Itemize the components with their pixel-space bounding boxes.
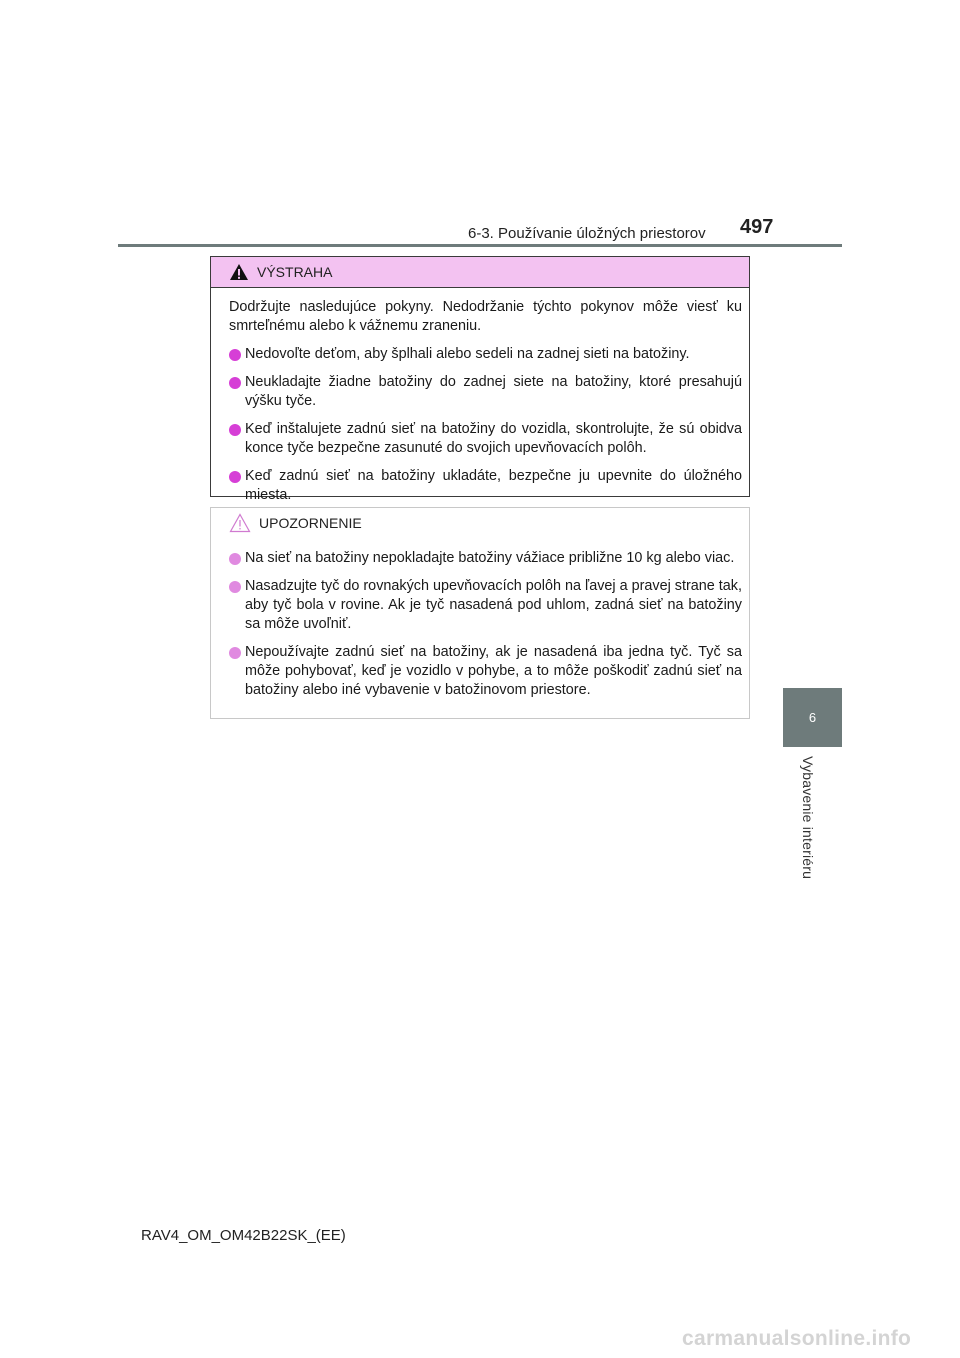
warning-item-text: Keď zadnú sieť na batožiny ukladáte, bezpečne ju upevnite do úložného miesta. — [245, 468, 742, 503]
caution-box — [210, 507, 750, 719]
page-number: 497 — [740, 216, 774, 238]
caution-header — [211, 508, 749, 538]
chapter-label: Vybavenie interiéru — [800, 756, 816, 880]
warning-box — [210, 256, 750, 503]
chapter-tab — [783, 688, 842, 747]
document-code: RAV4_OM_OM42B22SK_(EE) — [141, 1227, 346, 1244]
section-title: 6-3. Používanie úložných priestorov — [468, 225, 706, 242]
caution-triangle-outline-icon — [229, 513, 251, 533]
caution-title: UPOZORNENIE — [259, 515, 362, 531]
warning-intro: Dodržujte nasledujúce pokyny. Nedodržanie týchto pokynov môže viesť ku smrteľnému alebo k vážnemu zraneniu. — [229, 299, 742, 334]
warning-title: VÝSTRAHA — [257, 264, 333, 280]
warning-item-text: Keď inštalujete zadnú sieť na batožiny do vozidla, skontrolujte, že sú obidva konce tyče bezpečne zasunuté do svojich upevňovacích polôh. — [245, 421, 742, 456]
bullet-dot-icon — [229, 647, 241, 659]
warning-triangle-icon — [229, 263, 249, 281]
caution-item-text: Nepoužívajte zadnú sieť na batožiny, ak je nasadená iba jedna tyč. Tyč sa môže pohybovať, keď je vozidlo v pohybe, a to môže poškodiť zadnú sieť na batožiny alebo iné vybavenie v batožinovom priestore. — [245, 644, 742, 698]
caution-body — [211, 538, 749, 700]
bullet-dot-icon — [229, 377, 241, 389]
warning-item — [229, 373, 742, 411]
bullet-dot-icon — [229, 349, 241, 361]
warning-body — [211, 288, 749, 505]
warning-item-text: Neukladajte žiadne batožiny do zadnej siete na batožiny, ktoré presahujú výšku tyče. — [245, 374, 742, 409]
caution-item — [229, 577, 742, 634]
warning-item — [229, 467, 742, 505]
caution-item — [229, 549, 742, 568]
bullet-dot-icon — [229, 424, 241, 436]
bullet-dot-icon — [229, 471, 241, 483]
caution-item — [229, 643, 742, 700]
warning-header — [211, 257, 749, 288]
warning-item — [229, 420, 742, 458]
warning-item-text: Nedovoľte deťom, aby šplhali alebo sedeli na zadnej sieti na batožiny. — [245, 346, 690, 362]
caution-item-text: Na sieť na batožiny nepokladajte batožiny vážiace približne 10 kg alebo viac. — [245, 550, 735, 566]
caution-item-text: Nasadzujte tyč do rovnakých upevňovacích polôh na ľavej a pravej strane tak, aby tyč bola v rovine. Ak je tyč nasadená pod uhlom, zadná sieť na batožiny sa môže uvoľniť. — [245, 578, 742, 632]
bullet-dot-icon — [229, 553, 241, 565]
warning-item — [229, 345, 742, 364]
header-divider — [118, 244, 842, 247]
chapter-number: 6 — [808, 710, 817, 725]
bullet-dot-icon — [229, 581, 241, 593]
watermark: carmanualsonline.info — [682, 1327, 912, 1350]
